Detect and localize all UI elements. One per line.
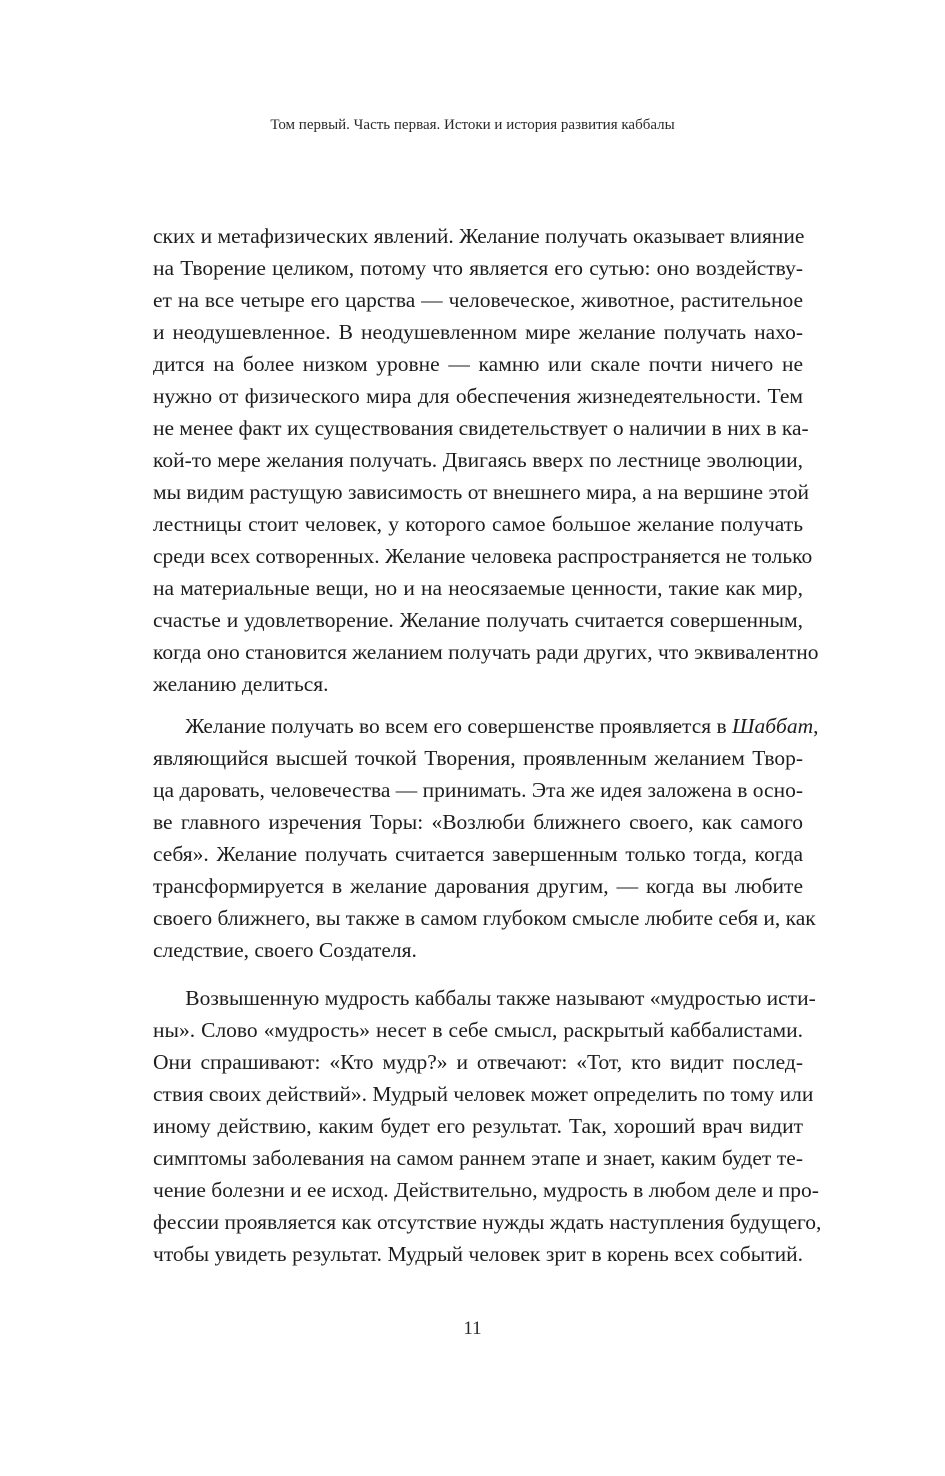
text-line: когда оно становится желанием получать ради других, что эквивалентно (153, 640, 819, 664)
text-line: на материальные вещи, но и на неосязаемые ценности, такие как мир, (153, 576, 803, 600)
text-line: и неодушевленное. В неодушевленном мире желание получать нахо- (153, 320, 803, 344)
text-line: дится на более низком уровне — камню или скале почти ничего не (153, 352, 803, 376)
text-line: не менее факт их существования свидетельствует о наличии в них в ка- (153, 416, 809, 440)
paragraph-1 (153, 220, 819, 700)
text-run: Желание получать во всем его совершенстве проявляется в (185, 714, 733, 738)
paragraph-3 (153, 982, 822, 1270)
text-line: чение болезни и ее исход. Действительно, мудрость в любом деле и про- (153, 1178, 819, 1202)
italic-term: Шаббат (732, 714, 814, 738)
text-line: лестницы стоит человек, у которого самое большое желание получать (153, 512, 803, 536)
text-line: нужно от физического мира для обеспечения жизнедеятельности. Тем (153, 384, 803, 408)
text-line-first (153, 710, 819, 742)
paragraph-2 (153, 710, 819, 966)
text-line: желанию делиться. (153, 672, 329, 696)
text-line: своего ближнего, вы также в самом глубоком смысле любите себя и, как (153, 906, 816, 930)
text-line: себя». Желание получать считается завершенным только тогда, когда (153, 842, 803, 866)
text-line: трансформируется в желание дарования другим, — когда вы любите (153, 874, 803, 898)
page-number: 11 (463, 1318, 482, 1339)
text-line: ствия своих действий». Мудрый человек может определить по тому или (153, 1082, 814, 1106)
text-line: ца даровать, человечества — принимать. Эта же идея заложена в осно- (153, 778, 803, 802)
text-run: , (813, 714, 819, 738)
text-line: ве главного изречения Торы: «Возлюби ближнего своего, как самого (153, 810, 803, 834)
text-line: следствие, своего Создателя. (153, 938, 417, 962)
text-line: являющийся высшей точкой Творения, проявленным желанием Твор- (153, 746, 803, 770)
text-line: ны». Слово «мудрость» несет в себе смысл, раскрытый каббалистами. (153, 1018, 803, 1042)
text-line: ет на все четыре его царства — человеческое, животное, растительное (153, 288, 803, 312)
text-line: среди всех сотворенных. Желание человека распространяется не только (153, 544, 813, 568)
text-line: на Творение целиком, потому что является его сутью: оно воздейству- (153, 256, 803, 280)
text-line: мы видим растущую зависимость от внешнего мира, а на вершине этой (153, 480, 810, 504)
text-line: кой-то мере желания получать. Двигаясь вверх по лестнице эволюции, (153, 448, 803, 472)
text-line: Они спрашивают: «Кто мудр?» и отвечают: «Тот, кто видит послед- (153, 1050, 803, 1074)
text-line: фессии проявляется как отсутствие нужды ждать наступления будущего, (153, 1210, 822, 1234)
text-line (153, 982, 816, 1014)
text-line: иному действию, каким будет его результат. Так, хороший врач видит (153, 1114, 803, 1138)
running-head: Том первый. Часть первая. Истоки и история развития каббалы (270, 117, 675, 133)
text-line: счастье и удовлетворение. Желание получать считается совершенным, (153, 608, 803, 632)
text-line: ских и метафизических явлений. Желание получать оказывает влияние (153, 224, 805, 248)
text-line: чтобы увидеть результат. Мудрый человек зрит в корень всех событий. (153, 1242, 803, 1266)
text-line: симптомы заболевания на самом раннем этапе и знает, каким будет те- (153, 1146, 803, 1170)
text-run: Возвышенную мудрость каббалы также называют «мудростью исти- (185, 986, 816, 1010)
